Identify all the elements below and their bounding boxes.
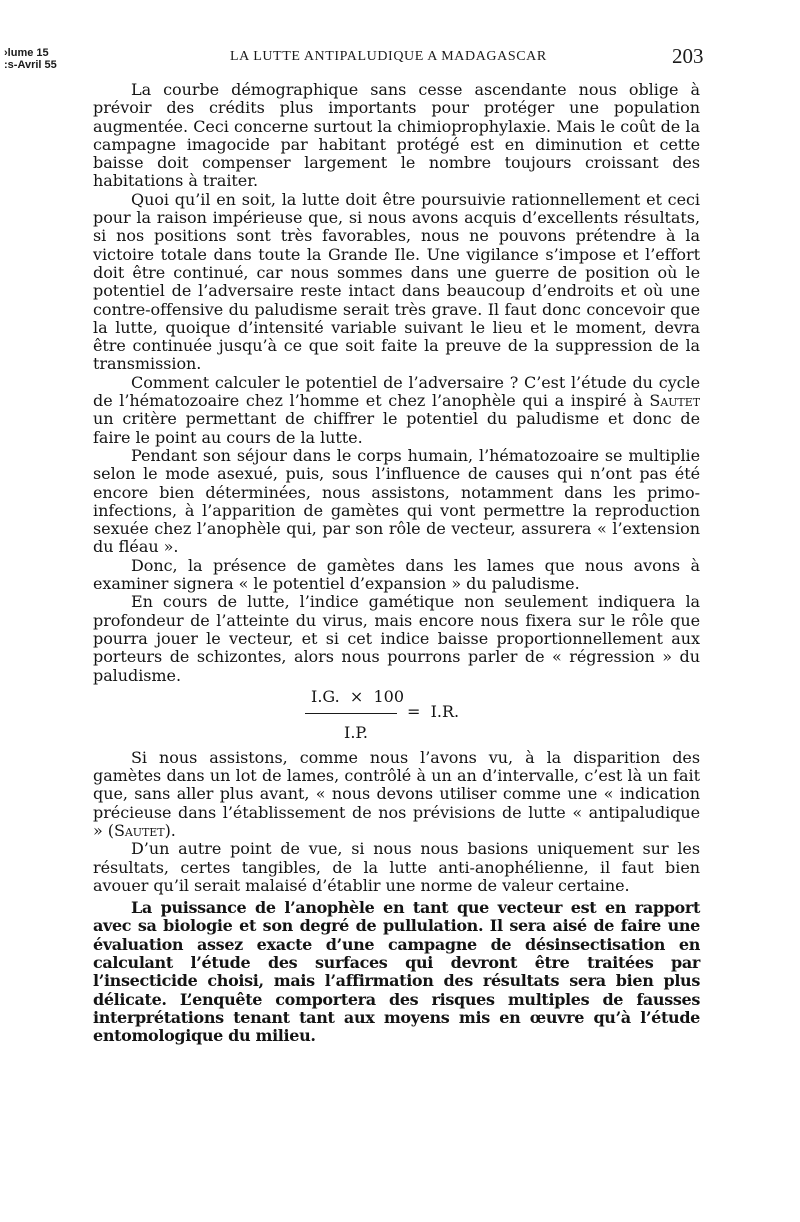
- paragraph-text: ).: [164, 820, 176, 840]
- article-body: [93, 81, 700, 1046]
- author-name: Sautet: [649, 391, 700, 411]
- paragraph-gametic-index: En cours de lutte, l’indice gamétique non seulement indiquera la profondeur de l’atteinte du virus, mais encore nous fixera sur le rôle que pourra jouer le vecteur, et si cet indice baisse proportionnellement aux porteurs de schizontes, alors nous pourrons parler de « régression » du paludisme.: [93, 592, 700, 685]
- paragraph-vector-power: La puissance de l’anophèle en tant que vecteur est en rapport avec sa biologie et son degré de pullulation. Il sera aisé de faire une évaluation assez exacte d’une campagne de désinsectisation en calculant l’étude des surfaces qui devront être traitées par l’insecticide choisi, mais l’affirmation des résultats sera bien plus délicate. L’enquête comportera des risques multiples de fausses interprétations tenant tant aux moyens mis en œuvre qu’à l’étude entomologique du milieu.: [93, 898, 700, 1046]
- paragraph-gamete-disappearance: [93, 749, 700, 840]
- formula-result: = I.R.: [407, 701, 460, 721]
- paragraph-text: un critère permettant de chiffrer le potentiel du paludisme et donc de faire le point au cours de la lutte.: [93, 409, 700, 447]
- fraction-bar: [305, 713, 397, 714]
- index-formula: [93, 687, 700, 747]
- paragraph-text: Comment calculer le potentiel de l’adversaire ? C’est l’étude du cycle de l’hématozoaire chez l’homme et chez l’anophèle qui a inspiré à: [93, 372, 700, 411]
- author-name: Sautet: [113, 820, 165, 840]
- volume-line: ›lume 15: [4, 47, 49, 59]
- volume-margin-note: [4, 47, 57, 71]
- formula-denominator: I.P.: [344, 722, 369, 742]
- page-number: 203: [672, 44, 704, 68]
- formula-numerator: I.G. × 100: [311, 686, 404, 706]
- paragraph-demographic-curve: La courbe démographique sans cesse ascendante nous oblige à prévoir des crédits plus importants pour protéger une population augmentée. Ceci concerne surtout la chimioprophylaxie. Mais le coût de la campagne imagocide par habitant protégé est en diminution et cette baisse doit compenser largement le nombre toujours croissant des habitations à traiter.: [93, 80, 700, 191]
- paragraph-gametes-presence: Donc, la présence de gamètes dans les lames que nous avons à examiner signera « le potentiel d’expansion » du paludisme.: [93, 555, 700, 594]
- paragraph-hematozoa-cycle: Pendant son séjour dans le corps humain, l’hématozoaire se multiplie selon le mode asexué, puis, sous l’influence de causes qui n’ont pas été encore bien déterminées, nous assistons, notamment dans les primo-infections, à l’apparition de gamètes qui vont permettre la reproduction sexuée chez l’anophèle qui, par son rôle de vecteur, assurera « l’extension du fléau ».: [93, 445, 700, 557]
- paragraph-continued-fight: Quoi qu’il en soit, la lutte doit être poursuivie rationnellement et ceci pour la raison impérieuse que, si nous avons acquis d’excellents résultats, si nos positions sont très favorables, nous ne pouvons prétendre à la victoire totale dans toute la Grande Ile. Une vigilance s’impose et l’effort doit être continué, car nous sommes dans une guerre de position où le potentiel de l’adversaire reste intact dans beaucoup d’endroits et où une contre-offensive du paludisme serait très grave. Il faut donc concevoir que la lutte, quoique d’intensité variable suivant le lieu et le moment, devra être continuée jusqu’à ce que soit faite la preuve de la suppression de la transmission.: [93, 189, 700, 374]
- paragraph-text: Si nous assistons, comme nous l’avons vu, à la disparition des gamètes dans un lot de lames, contrôlé à un an d’intervalle, c’est là un fait que, sans aller plus avant, « nous devons utiliser comme une « indication précieuse dans l’établissement de nos prévisions de lutte « antipaludique » (: [93, 747, 700, 840]
- running-title: LA LUTTE ANTIPALUDIQUE A MADAGASCAR: [230, 49, 547, 64]
- issue-date-line: :s-Avril 55: [4, 59, 57, 71]
- paragraph-anti-anopheles-results: D’un autre point de vue, si nous nous basions uniquement sur les résultats, certes tangibles, de la lutte anti-anophélienne, il faut bien avouer qu’il serait malaisé d’établir une norme de valeur certaine.: [93, 839, 700, 895]
- paragraph-adversary-potential: [93, 374, 700, 447]
